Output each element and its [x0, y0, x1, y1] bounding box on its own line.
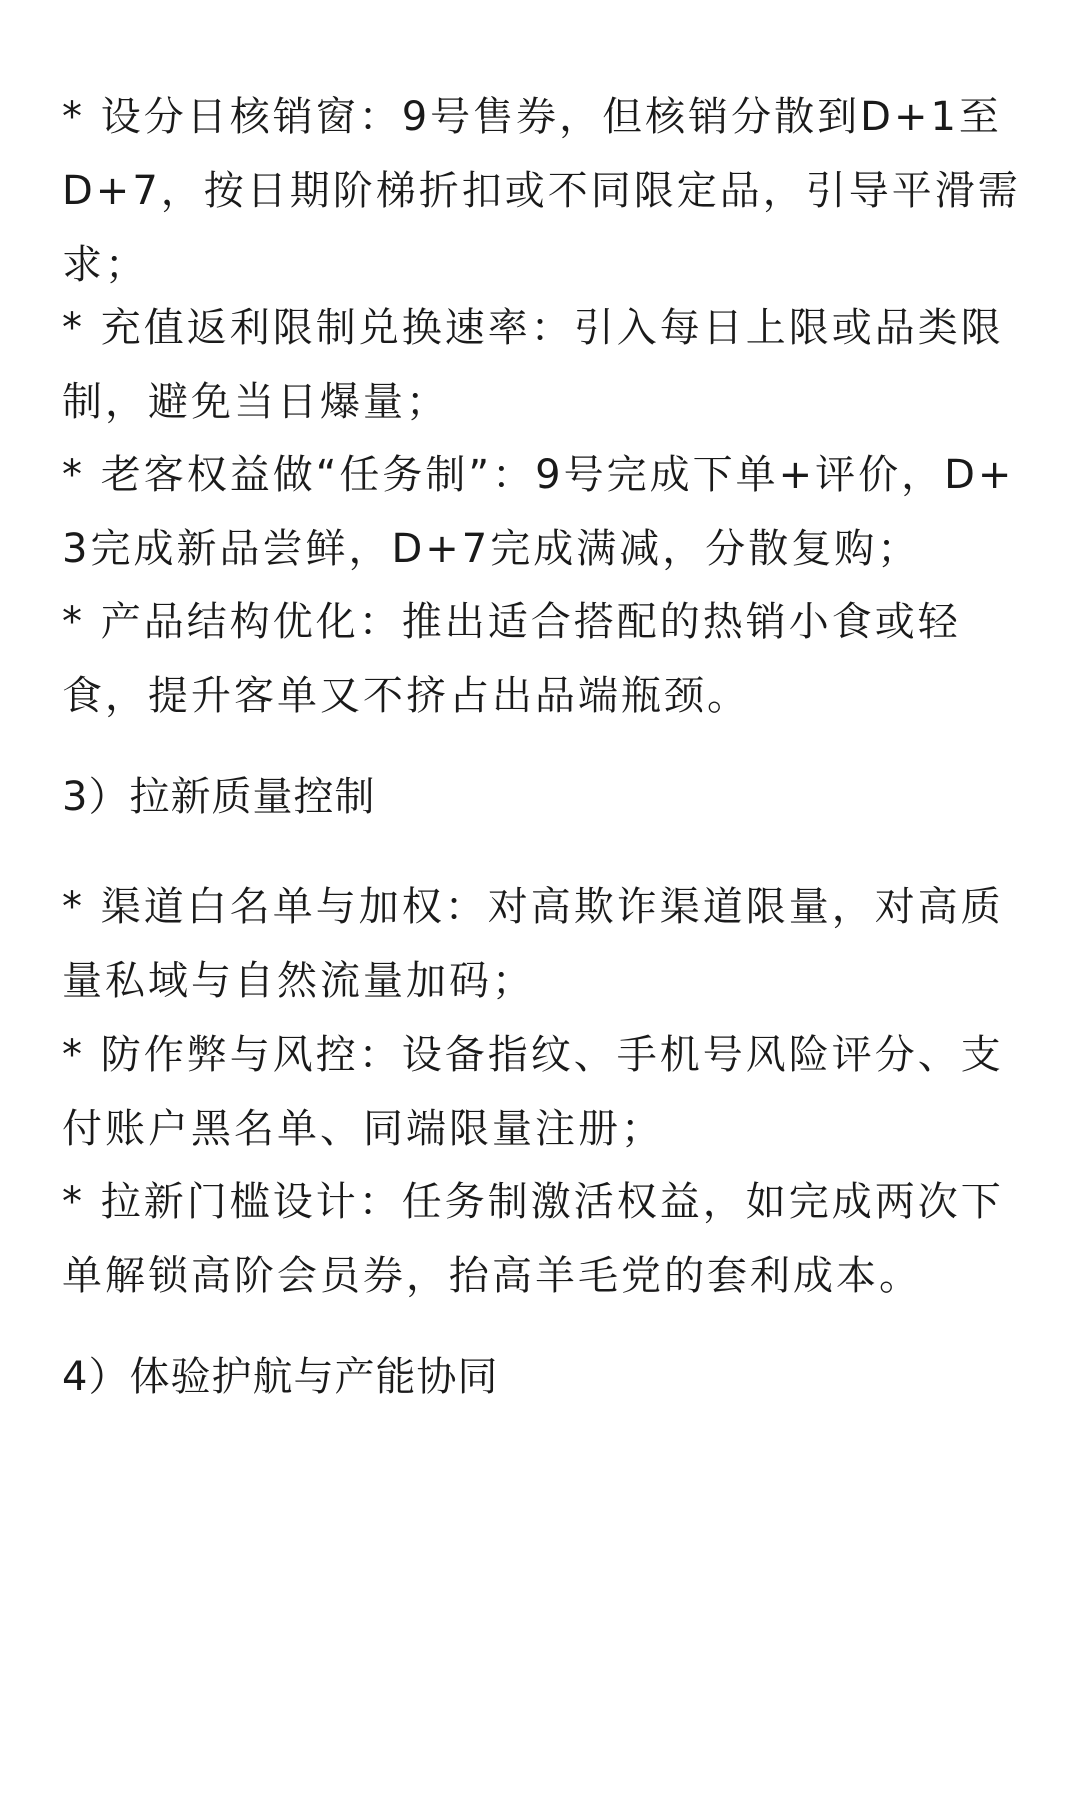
paragraph-split-redemption-window: * 设分日核销窗：9号售券，但核销分散到D+1至D+7，按日期阶梯折扣或不同限定品，引导平滑需求； [62, 94, 1021, 288]
paragraph-product-structure: * 产品结构优化：推出适合搭配的热销小食或轻食，提升客单又不挤占出品端瓶颈。 [62, 599, 961, 719]
paragraph-channel-whitelist: * 渠道白名单与加权：对高欺诈渠道限量，对高质量私域与自然流量加码； [62, 884, 1004, 1004]
section-heading-acquisition-quality: 3）拉新质量控制 [62, 774, 376, 820]
paragraph-recharge-rebate-limit: * 充值返利限制兑换速率：引入每日上限或品类限制，避免当日爆量； [62, 305, 1004, 425]
section-heading-experience-capacity: 4）体验护航与产能协同 [62, 1354, 499, 1400]
paragraph-anti-fraud: * 防作弊与风控：设备指纹、手机号风险评分、支付账户黑名单、同端限量注册； [62, 1032, 1004, 1152]
paragraph-acquisition-threshold: * 拉新门槛设计：任务制激活权益，如完成两次下单解锁高阶会员券，抬高羊毛党的套利成本。 [62, 1179, 1004, 1299]
paragraph-loyalty-task-system: * 老客权益做“任务制”：9号完成下单+评价，D+3完成新品尝鲜，D+7完成满减，分散复购； [62, 452, 1015, 572]
